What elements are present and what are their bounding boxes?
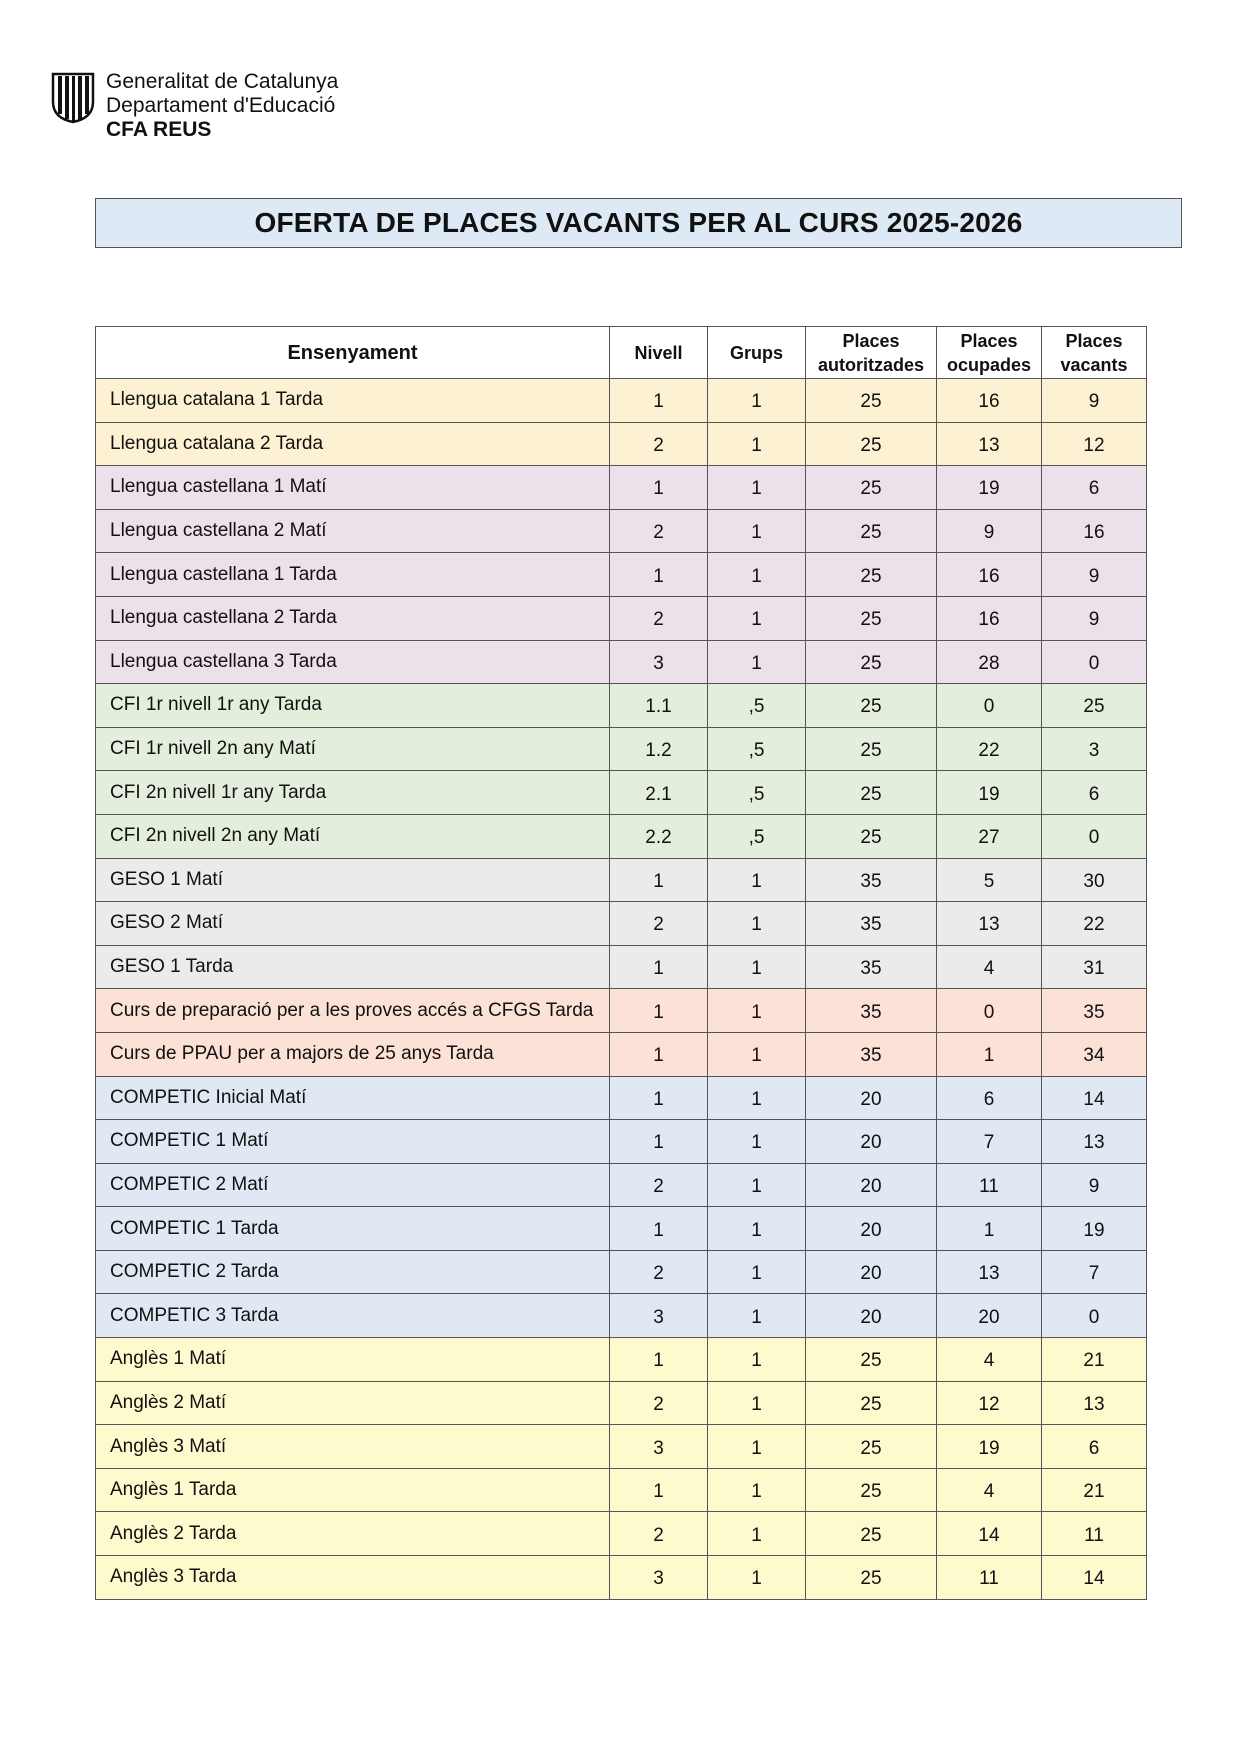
- cell-ensenyament: Anglès 1 Tarda: [96, 1468, 610, 1512]
- cell-autoritzades: 25: [806, 379, 937, 423]
- cell-ocupades: 11: [937, 1163, 1042, 1207]
- cell-grups: 1: [708, 379, 806, 423]
- cell-ensenyament: Anglès 3 Tarda: [96, 1556, 610, 1600]
- cell-autoritzades: 35: [806, 902, 937, 946]
- cell-autoritzades: 25: [806, 640, 937, 684]
- cell-vacants: 0: [1042, 1294, 1147, 1338]
- cell-vacants: 14: [1042, 1556, 1147, 1600]
- cell-nivell: 2: [610, 509, 708, 553]
- table-row: [96, 640, 1147, 684]
- table-row: [96, 945, 1147, 989]
- letterhead: [50, 70, 338, 142]
- cell-nivell: 2: [610, 1163, 708, 1207]
- table-header-row: [96, 327, 1147, 379]
- cell-ocupades: 22: [937, 727, 1042, 771]
- cell-ocupades: 4: [937, 1338, 1042, 1382]
- table-row: [96, 422, 1147, 466]
- cell-grups: 1: [708, 1294, 806, 1338]
- table-row: [96, 1425, 1147, 1469]
- cell-autoritzades: 25: [806, 466, 937, 510]
- cell-grups: ,5: [708, 684, 806, 728]
- table-row: [96, 814, 1147, 858]
- cell-ensenyament: CFI 1r nivell 1r any Tarda: [96, 684, 610, 728]
- header-nivell: Nivell: [610, 327, 708, 379]
- cell-ensenyament: Llengua castellana 1 Tarda: [96, 553, 610, 597]
- cell-grups: 1: [708, 1425, 806, 1469]
- cell-nivell: 2: [610, 422, 708, 466]
- cell-grups: ,5: [708, 771, 806, 815]
- cell-nivell: 1: [610, 858, 708, 902]
- cell-ensenyament: Llengua castellana 3 Tarda: [96, 640, 610, 684]
- cell-ensenyament: Llengua catalana 1 Tarda: [96, 379, 610, 423]
- header-places-autoritzades: [806, 327, 937, 379]
- cell-nivell: 1: [610, 466, 708, 510]
- cell-ensenyament: COMPETIC 1 Tarda: [96, 1207, 610, 1251]
- cell-ocupades: 7: [937, 1120, 1042, 1164]
- vacancies-table: [95, 326, 1147, 1600]
- table-row: [96, 1381, 1147, 1425]
- cell-ocupades: 16: [937, 379, 1042, 423]
- table-row: [96, 1468, 1147, 1512]
- cell-ocupades: 9: [937, 509, 1042, 553]
- cell-grups: 1: [708, 945, 806, 989]
- cell-autoritzades: 25: [806, 771, 937, 815]
- cell-nivell: 2: [610, 902, 708, 946]
- cell-ensenyament: Llengua catalana 2 Tarda: [96, 422, 610, 466]
- cell-nivell: 2: [610, 1250, 708, 1294]
- cell-ocupades: 12: [937, 1381, 1042, 1425]
- table-row: [96, 1076, 1147, 1120]
- cell-grups: 1: [708, 596, 806, 640]
- header-autoritzades-line1: Places: [842, 330, 900, 351]
- cell-nivell: 2.2: [610, 814, 708, 858]
- table-row: [96, 771, 1147, 815]
- cell-autoritzades: 25: [806, 1468, 937, 1512]
- cell-vacants: 34: [1042, 1032, 1147, 1076]
- cell-ensenyament: CFI 2n nivell 1r any Tarda: [96, 771, 610, 815]
- header-autoritzades-line2: autoritzades: [817, 354, 925, 375]
- cell-grups: 1: [708, 989, 806, 1033]
- cell-autoritzades: 20: [806, 1207, 937, 1251]
- cell-autoritzades: 25: [806, 1425, 937, 1469]
- cell-vacants: 9: [1042, 379, 1147, 423]
- table-row: [96, 1163, 1147, 1207]
- cell-autoritzades: 25: [806, 1556, 937, 1600]
- header-vacants-line2: vacants: [1060, 354, 1128, 375]
- cell-vacants: 9: [1042, 1163, 1147, 1207]
- cell-nivell: 1.1: [610, 684, 708, 728]
- cell-autoritzades: 25: [806, 1338, 937, 1382]
- cell-ocupades: 19: [937, 466, 1042, 510]
- table-row: [96, 379, 1147, 423]
- cell-autoritzades: 25: [806, 509, 937, 553]
- cell-ocupades: 13: [937, 422, 1042, 466]
- cell-nivell: 1: [610, 1468, 708, 1512]
- header-ocupades-line2: ocupades: [946, 354, 1032, 375]
- cell-vacants: 6: [1042, 466, 1147, 510]
- table-row: [96, 858, 1147, 902]
- cell-nivell: 3: [610, 1425, 708, 1469]
- cell-ensenyament: COMPETIC 2 Matí: [96, 1163, 610, 1207]
- cell-ocupades: 19: [937, 771, 1042, 815]
- cell-nivell: 2: [610, 1381, 708, 1425]
- cell-ensenyament: Llengua castellana 2 Matí: [96, 509, 610, 553]
- cell-nivell: 1: [610, 989, 708, 1033]
- cell-ocupades: 1: [937, 1207, 1042, 1251]
- cell-vacants: 7: [1042, 1250, 1147, 1294]
- cell-vacants: 16: [1042, 509, 1147, 553]
- cell-nivell: 1: [610, 379, 708, 423]
- cell-ensenyament: Curs de PPAU per a majors de 25 anys Tarda: [96, 1032, 610, 1076]
- table-row: [96, 466, 1147, 510]
- cell-vacants: 22: [1042, 902, 1147, 946]
- cell-nivell: 1: [610, 1338, 708, 1382]
- cell-ocupades: 13: [937, 902, 1042, 946]
- cell-vacants: 3: [1042, 727, 1147, 771]
- cell-ocupades: 0: [937, 989, 1042, 1033]
- cell-ensenyament: Llengua castellana 1 Matí: [96, 466, 610, 510]
- cell-ensenyament: Anglès 2 Tarda: [96, 1512, 610, 1556]
- cell-vacants: 13: [1042, 1381, 1147, 1425]
- cell-nivell: 2: [610, 1512, 708, 1556]
- cell-nivell: 3: [610, 640, 708, 684]
- cell-ocupades: 27: [937, 814, 1042, 858]
- cell-autoritzades: 20: [806, 1120, 937, 1164]
- cell-vacants: 35: [1042, 989, 1147, 1033]
- cell-grups: 1: [708, 509, 806, 553]
- header-vacants-line1: Places: [1065, 330, 1123, 351]
- cell-nivell: 1: [610, 553, 708, 597]
- cell-vacants: 0: [1042, 814, 1147, 858]
- cell-autoritzades: 25: [806, 596, 937, 640]
- table-row: [96, 596, 1147, 640]
- cell-grups: 1: [708, 1556, 806, 1600]
- cell-nivell: 1: [610, 1120, 708, 1164]
- cell-vacants: 11: [1042, 1512, 1147, 1556]
- cell-grups: ,5: [708, 814, 806, 858]
- cell-nivell: 1: [610, 1032, 708, 1076]
- cell-ocupades: 16: [937, 596, 1042, 640]
- catalan-coat-of-arms-icon: [50, 72, 96, 124]
- table-row: [96, 1512, 1147, 1556]
- cell-ensenyament: GESO 2 Matí: [96, 902, 610, 946]
- header-ensenyament: Ensenyament: [96, 327, 610, 379]
- table-row: [96, 1294, 1147, 1338]
- cell-autoritzades: 35: [806, 989, 937, 1033]
- org-name: Generalitat de Catalunya: [106, 70, 339, 93]
- cell-ocupades: 0: [937, 684, 1042, 728]
- cell-autoritzades: 35: [806, 945, 937, 989]
- cell-vacants: 9: [1042, 596, 1147, 640]
- cell-ensenyament: COMPETIC 1 Matí: [96, 1120, 610, 1164]
- cell-autoritzades: 25: [806, 1512, 937, 1556]
- cell-grups: ,5: [708, 727, 806, 771]
- cell-ocupades: 6: [937, 1076, 1042, 1120]
- cell-ensenyament: Anglès 3 Matí: [96, 1425, 610, 1469]
- cell-vacants: 6: [1042, 771, 1147, 815]
- cell-nivell: 1.2: [610, 727, 708, 771]
- table-row: [96, 1250, 1147, 1294]
- cell-vacants: 19: [1042, 1207, 1147, 1251]
- cell-grups: 1: [708, 422, 806, 466]
- cell-ensenyament: GESO 1 Tarda: [96, 945, 610, 989]
- table-row: [96, 1338, 1147, 1382]
- cell-vacants: 21: [1042, 1468, 1147, 1512]
- cell-vacants: 25: [1042, 684, 1147, 728]
- cell-ensenyament: Anglès 1 Matí: [96, 1338, 610, 1382]
- cell-grups: 1: [708, 1250, 806, 1294]
- cell-grups: 1: [708, 1163, 806, 1207]
- header-ocupades-line1: Places: [960, 330, 1018, 351]
- department-name: Departament d'Educació: [106, 94, 336, 117]
- cell-vacants: 30: [1042, 858, 1147, 902]
- cell-grups: 1: [708, 902, 806, 946]
- cell-ocupades: 1: [937, 1032, 1042, 1076]
- table-row: [96, 989, 1147, 1033]
- cell-ensenyament: COMPETIC 3 Tarda: [96, 1294, 610, 1338]
- cell-grups: 1: [708, 1468, 806, 1512]
- cell-ensenyament: CFI 2n nivell 2n any Matí: [96, 814, 610, 858]
- cell-nivell: 1: [610, 945, 708, 989]
- cell-ocupades: 14: [937, 1512, 1042, 1556]
- cell-ocupades: 16: [937, 553, 1042, 597]
- cell-ocupades: 4: [937, 945, 1042, 989]
- title-box: [95, 198, 1182, 248]
- cell-vacants: 13: [1042, 1120, 1147, 1164]
- cell-autoritzades: 20: [806, 1076, 937, 1120]
- table-row: [96, 727, 1147, 771]
- page-title: OFERTA DE PLACES VACANTS PER AL CURS 2025-2026: [254, 207, 1023, 238]
- cell-vacants: 9: [1042, 553, 1147, 597]
- cell-grups: 1: [708, 1032, 806, 1076]
- table-row: [96, 1556, 1147, 1600]
- cell-autoritzades: 25: [806, 1381, 937, 1425]
- cell-autoritzades: 25: [806, 727, 937, 771]
- header-grups: Grups: [708, 327, 806, 379]
- cell-grups: 1: [708, 1381, 806, 1425]
- cell-nivell: 2.1: [610, 771, 708, 815]
- cell-nivell: 2: [610, 596, 708, 640]
- table-row: [96, 1207, 1147, 1251]
- table-row: [96, 1032, 1147, 1076]
- cell-grups: 1: [708, 1512, 806, 1556]
- cell-ensenyament: COMPETIC 2 Tarda: [96, 1250, 610, 1294]
- table-row: [96, 509, 1147, 553]
- table-row: [96, 1120, 1147, 1164]
- header-places-ocupades: [937, 327, 1042, 379]
- table-row: [96, 902, 1147, 946]
- cell-vacants: 12: [1042, 422, 1147, 466]
- cell-autoritzades: 20: [806, 1250, 937, 1294]
- cell-ensenyament: Curs de preparació per a les proves accés a CFGS Tarda: [96, 989, 610, 1033]
- cell-ocupades: 20: [937, 1294, 1042, 1338]
- cell-ocupades: 28: [937, 640, 1042, 684]
- cell-nivell: 3: [610, 1556, 708, 1600]
- cell-autoritzades: 20: [806, 1163, 937, 1207]
- table-row: [96, 684, 1147, 728]
- cell-autoritzades: 20: [806, 1294, 937, 1338]
- cell-ocupades: 4: [937, 1468, 1042, 1512]
- center-name: CFA REUS: [106, 118, 212, 141]
- cell-vacants: 21: [1042, 1338, 1147, 1382]
- cell-vacants: 6: [1042, 1425, 1147, 1469]
- cell-nivell: 1: [610, 1207, 708, 1251]
- cell-ocupades: 13: [937, 1250, 1042, 1294]
- cell-grups: 1: [708, 1120, 806, 1164]
- cell-autoritzades: 25: [806, 553, 937, 597]
- cell-grups: 1: [708, 1076, 806, 1120]
- cell-grups: 1: [708, 858, 806, 902]
- table-row: [96, 553, 1147, 597]
- cell-ensenyament: Anglès 2 Matí: [96, 1381, 610, 1425]
- cell-ocupades: 11: [937, 1556, 1042, 1600]
- cell-grups: 1: [708, 553, 806, 597]
- cell-ocupades: 5: [937, 858, 1042, 902]
- cell-ensenyament: GESO 1 Matí: [96, 858, 610, 902]
- cell-ensenyament: Llengua castellana 2 Tarda: [96, 596, 610, 640]
- cell-nivell: 1: [610, 1076, 708, 1120]
- cell-autoritzades: 35: [806, 858, 937, 902]
- cell-vacants: 14: [1042, 1076, 1147, 1120]
- cell-autoritzades: 25: [806, 422, 937, 466]
- cell-autoritzades: 25: [806, 684, 937, 728]
- cell-ensenyament: CFI 1r nivell 2n any Matí: [96, 727, 610, 771]
- cell-ocupades: 19: [937, 1425, 1042, 1469]
- header-places-vacants: [1042, 327, 1147, 379]
- cell-grups: 1: [708, 1338, 806, 1382]
- cell-vacants: 31: [1042, 945, 1147, 989]
- cell-grups: 1: [708, 1207, 806, 1251]
- cell-ensenyament: COMPETIC Inicial Matí: [96, 1076, 610, 1120]
- cell-nivell: 3: [610, 1294, 708, 1338]
- cell-grups: 1: [708, 466, 806, 510]
- cell-vacants: 0: [1042, 640, 1147, 684]
- cell-grups: 1: [708, 640, 806, 684]
- cell-autoritzades: 25: [806, 814, 937, 858]
- cell-autoritzades: 35: [806, 1032, 937, 1076]
